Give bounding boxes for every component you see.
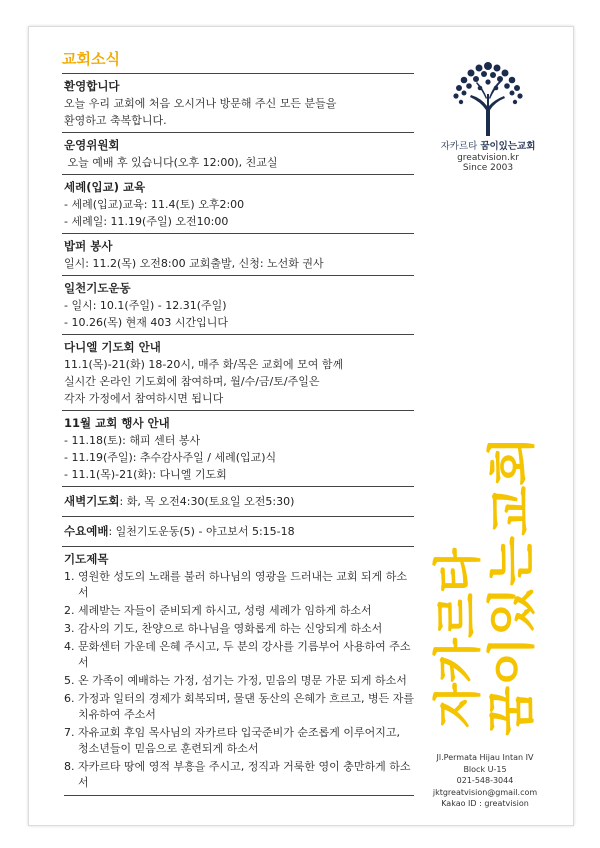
prayer-list: [64, 569, 414, 791]
section-line: 오늘 예배 후 있습니다(오후 12:00), 친교실: [64, 156, 278, 169]
since-text: Since 2003: [462, 163, 514, 173]
section-line: : 일천기도운동(5) - 야고보서 5:15-18: [108, 525, 295, 538]
vertical-name-line2: 꿈이있는교회: [484, 457, 540, 736]
list-item: 6. 가정과 일터의 경제가 회복되며, 물댄 동산의 은혜가 흐르고, 병든 자를 치유하여 주소서: [64, 692, 414, 721]
divider: [64, 795, 414, 796]
page-title: 교회소식: [62, 50, 120, 68]
section-title: 환영합니다: [64, 79, 120, 93]
section-line: - 일시: 10.1(주일) - 12.31(주일): [64, 299, 227, 312]
section-line: 11.1(목)-21(화) 18-20시, 매주 화/목은 교회에 모여 함께: [64, 358, 344, 371]
section-welcome: [62, 73, 414, 132]
section-service: [62, 233, 414, 275]
section-line: 실시간 온라인 기도회에 참여하며, 월/수/금/토/주일은: [64, 375, 320, 388]
section-line: - 11.1(목)-21(화): 다니엘 기도회: [64, 468, 227, 481]
list-item: 5. 온 가족이 예배하는 가정, 섬기는 가정, 믿음의 명문 가문 되게 하소서: [64, 674, 407, 687]
section-line: 오늘 우리 교회에 처음 오시거나 방문해 주신 모든 분들을: [64, 97, 337, 110]
website-text: greatvision.kr: [457, 153, 519, 163]
section-title: 다니엘 기도회 안내: [64, 340, 161, 354]
address-line: Jl.Permata Hijau Intan IV: [436, 753, 534, 762]
section-line: : 화, 목 오전4:30(토요일 오전5:30): [119, 495, 295, 508]
section-title: 밥퍼 봉사: [64, 239, 113, 253]
section-line: 각자 가정에서 참여하시면 됩니다: [64, 392, 224, 405]
section-dawn-prayer: [62, 486, 414, 516]
email-address: jktgreatvision@gmail.com: [432, 787, 538, 797]
section-title: 일천기도운동: [64, 281, 131, 295]
news-column: [62, 44, 414, 799]
section-wednesday: [62, 516, 414, 546]
address-line: Block U-15: [463, 764, 507, 774]
section-title: 세례(입교) 교육: [64, 180, 146, 194]
list-item: 8. 자카르타 땅에 영적 부흥을 주시고, 정직과 거룩한 영이 충만하게 하소서: [64, 760, 411, 789]
church-name: 자카르타 꿈이있는교회: [440, 141, 536, 152]
section-title: 기도제목: [64, 552, 109, 566]
section-committee: [62, 132, 414, 174]
section-title: 수요예배: [64, 524, 109, 538]
section-line: 일시: 11.2(목) 오전8:00 교회출발, 신청: 노선화 권사: [64, 257, 324, 270]
vertical-church-name: [420, 430, 540, 740]
section-baptism: [62, 174, 414, 233]
section-line: - 11.19(주일): 추수감사주일 / 세례(입교)식: [64, 451, 277, 464]
tree-logo-icon: [418, 58, 558, 136]
section-prayer-topics: [62, 546, 414, 799]
section-line: - 세례일: 11.19(주일) 오전10:00: [64, 215, 229, 228]
section-line: 환영하고 축복합니다.: [64, 114, 167, 127]
address-block: [420, 752, 550, 810]
section-line: - 10.26(목) 현재 403 시간입니다: [64, 316, 229, 329]
section-line: - 세례(입교)교육: 11.4(토) 오후2:00: [64, 198, 245, 211]
phone-number: 021-548-3044: [456, 776, 514, 785]
church-logo-block: [418, 58, 558, 173]
section-title: 11월 교회 행사 안내: [64, 416, 170, 430]
section-prayer-movement: [62, 275, 414, 334]
list-item: 4. 문화센터 가운데 은혜 주시고, 두 분의 강사를 기름부어 사용하여 주소서: [64, 640, 411, 669]
list-item: 1. 영원한 성도의 노래를 불러 하나님의 영광을 드러내는 교회 되게 하소서: [64, 570, 407, 599]
list-item: 2. 세례받는 자들이 준비되게 하시고, 성령 세례가 임하게 하소서: [64, 604, 372, 617]
section-title: 새벽기도회: [64, 494, 120, 508]
list-item: 7. 자유교회 후임 목사님의 자카르타 입국준비가 순조롭게 이루어지고, 청소년들이 믿음으로 훈련되게 하소서: [64, 726, 401, 755]
kakao-id: Kakao ID : greatvision: [441, 799, 529, 808]
section-line: - 11.18(토): 해피 센터 봉사: [64, 434, 201, 447]
section-daniel: [62, 334, 414, 410]
section-title: 운영위원회: [64, 138, 120, 152]
section-november: [62, 410, 414, 486]
list-item: 3. 감사의 기도, 찬양으로 하나님을 영화롭게 하는 신앙되게 하소서: [64, 622, 383, 635]
vertical-name-line1: 자카르타: [430, 542, 486, 728]
